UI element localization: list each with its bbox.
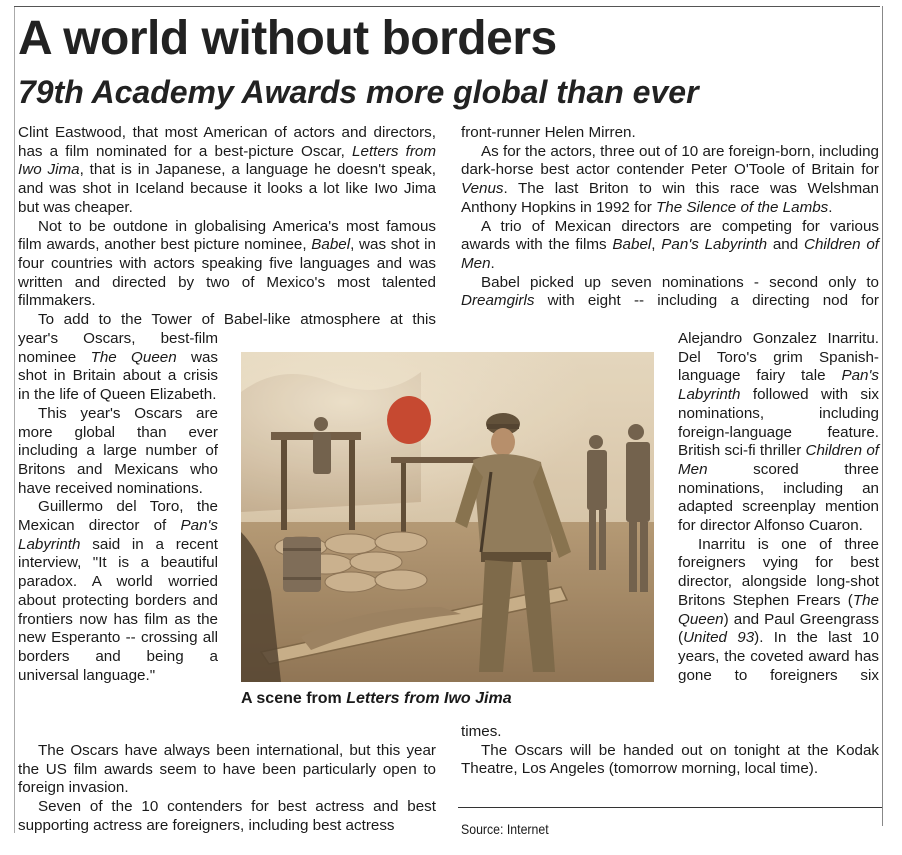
- right-rule: [882, 6, 883, 826]
- text-run: year's Oscars, best-film nominee: [18, 330, 218, 366]
- text-run: .: [490, 254, 495, 272]
- text-run: As for the actors, three out of 10 are foreign-born, including dark-horse best actor contender Peter O'Toole of Britain for: [461, 142, 879, 179]
- text-run: Seven of the 10 contenders for best actress and best supporting actress are foreigners, including best actress: [18, 798, 436, 834]
- left-column-bottom: [18, 742, 436, 836]
- italic-title-run: Letters from Iwo Jima: [18, 142, 436, 179]
- text-run: ). In the last 10 years, the coveted award has gone to foreigners six: [678, 629, 879, 684]
- text-run: front-runner Helen Mirren.: [461, 124, 636, 141]
- article-paragraph: [18, 498, 218, 685]
- text-run: Guillermo del Toro, the Mexican director of: [18, 498, 218, 535]
- text-run: Inarritu is one of three foreigners vying for best director, alongside long-shot Britons Stephen Frears (: [678, 535, 879, 609]
- text-run: The Oscars will be handed out on tonight at the Kodak Theatre, Los Angeles (tomorrow morning, local time).: [461, 741, 879, 778]
- article-paragraph: [18, 311, 436, 330]
- italic-title-run: The Queen: [678, 591, 879, 628]
- italic-title-run: Babel: [311, 236, 351, 254]
- text-run: ,: [651, 236, 662, 254]
- article-paragraph: [18, 218, 436, 312]
- left-column-top: [18, 124, 436, 330]
- italic-title-run: The Silence of the Lambs: [656, 198, 829, 216]
- italic-title-run: Pan's Labyrinth: [678, 367, 879, 404]
- source-credit: Source: Internet: [461, 821, 549, 837]
- film-still-photo: [241, 352, 654, 682]
- italic-title-run: Dreamgirls: [461, 292, 535, 310]
- article-paragraph: [18, 742, 436, 798]
- text-run: said in a recent interview, "It is a beautiful paradox. A world worried about protecting borders and frontiers now has film as the new Esperanto -- crossing all borders and being a universal language.": [18, 535, 218, 684]
- text-run: .: [828, 198, 833, 216]
- italic-title-run: Babel: [612, 236, 652, 254]
- text-run: Clint Eastwood, that most American of actors and directors, has a film nominated for a best-picture Oscar,: [18, 124, 436, 160]
- top-rule: [14, 6, 880, 7]
- photo-caption: [241, 689, 654, 709]
- text-run: This year's Oscars are more global than ever including a large number of Britons and Mexicans who have received nominations.: [18, 404, 218, 497]
- text-run: and: [767, 236, 804, 254]
- text-run: , that is in Japanese, a language he doesn't speak, and was shot in Iceland because it looks a lot like Iwo Jima but was cheaper.: [18, 161, 436, 216]
- left-rule: [14, 7, 15, 833]
- italic-title-run: United 93: [683, 629, 755, 647]
- article-paragraph: [678, 536, 879, 686]
- article-paragraph: [18, 798, 436, 835]
- italic-title-run: Pan's Labyrinth: [661, 236, 768, 254]
- article-paragraph: [461, 742, 879, 779]
- text-run: To add to the Tower of Babel-like atmosphere at this: [38, 311, 436, 329]
- article-paragraph: [18, 405, 218, 499]
- text-run: The Oscars have always been international, but this year the US film awards seem to have been particularly open to foreign invasion.: [18, 742, 436, 797]
- article-paragraph: [461, 218, 879, 274]
- text-run: times.: [461, 723, 502, 740]
- article-paragraph: [461, 274, 879, 311]
- article-paragraph: [18, 124, 436, 218]
- text-run: Alejandro Gonzalez Inarritu. Del Toro's grim Spanish-language fairy tale: [678, 330, 879, 385]
- text-run: scored three nominations, including an adapted screenplay mention for director Alfonso Cuaron.: [678, 460, 879, 535]
- article-paragraph: [18, 330, 218, 405]
- right-column-narrow: [678, 330, 879, 685]
- text-run: A trio of Mexican directors are competing for various awards with the films: [461, 217, 879, 254]
- text-run: ) and Paul Greengrass (: [678, 610, 879, 647]
- text-run: was shot in Britain about a crisis in the life of Queen Elizabeth.: [18, 348, 218, 404]
- italic-title-run: Children of Men: [678, 442, 879, 478]
- right-column-bottom: [461, 723, 879, 779]
- subheadline: 79th Academy Awards more global than ever: [18, 74, 699, 110]
- article-paragraph: [461, 723, 879, 742]
- article-paragraph: [678, 330, 879, 536]
- article-paragraph: [461, 124, 879, 143]
- text-run: followed with six nominations, including foreign-language feature. British sci-fi thriller: [678, 386, 879, 460]
- right-column-top: [461, 124, 879, 311]
- text-run: , was shot in four countries with actors speaking five languages and was written and directed by two of Mexico's most talented filmmakers.: [18, 236, 436, 310]
- text-run: with eight -- including a directing nod for: [534, 292, 879, 310]
- italic-title-run: Children of Men: [461, 236, 879, 272]
- caption-film-title: Letters from Iwo Jima: [346, 690, 512, 707]
- text-run: Not to be outdone in globalising America's most famous film awards, another best picture nominee,: [18, 217, 436, 254]
- text-run: . The last Briton to win this race was Welshman Anthony Hopkins in 1992 for: [461, 180, 879, 216]
- text-run: Babel picked up seven nominations - second only to: [481, 273, 879, 291]
- italic-title-run: The Queen: [90, 348, 177, 366]
- left-column-narrow: [18, 330, 218, 685]
- italic-title-run: Venus: [461, 180, 504, 198]
- article-paragraph: [461, 143, 879, 218]
- italic-title-run: Pan's Labyrinth: [18, 517, 218, 553]
- headline: A world without borders: [18, 12, 557, 65]
- caption-prefix: A scene from: [241, 690, 347, 707]
- footer-rule: [458, 807, 882, 808]
